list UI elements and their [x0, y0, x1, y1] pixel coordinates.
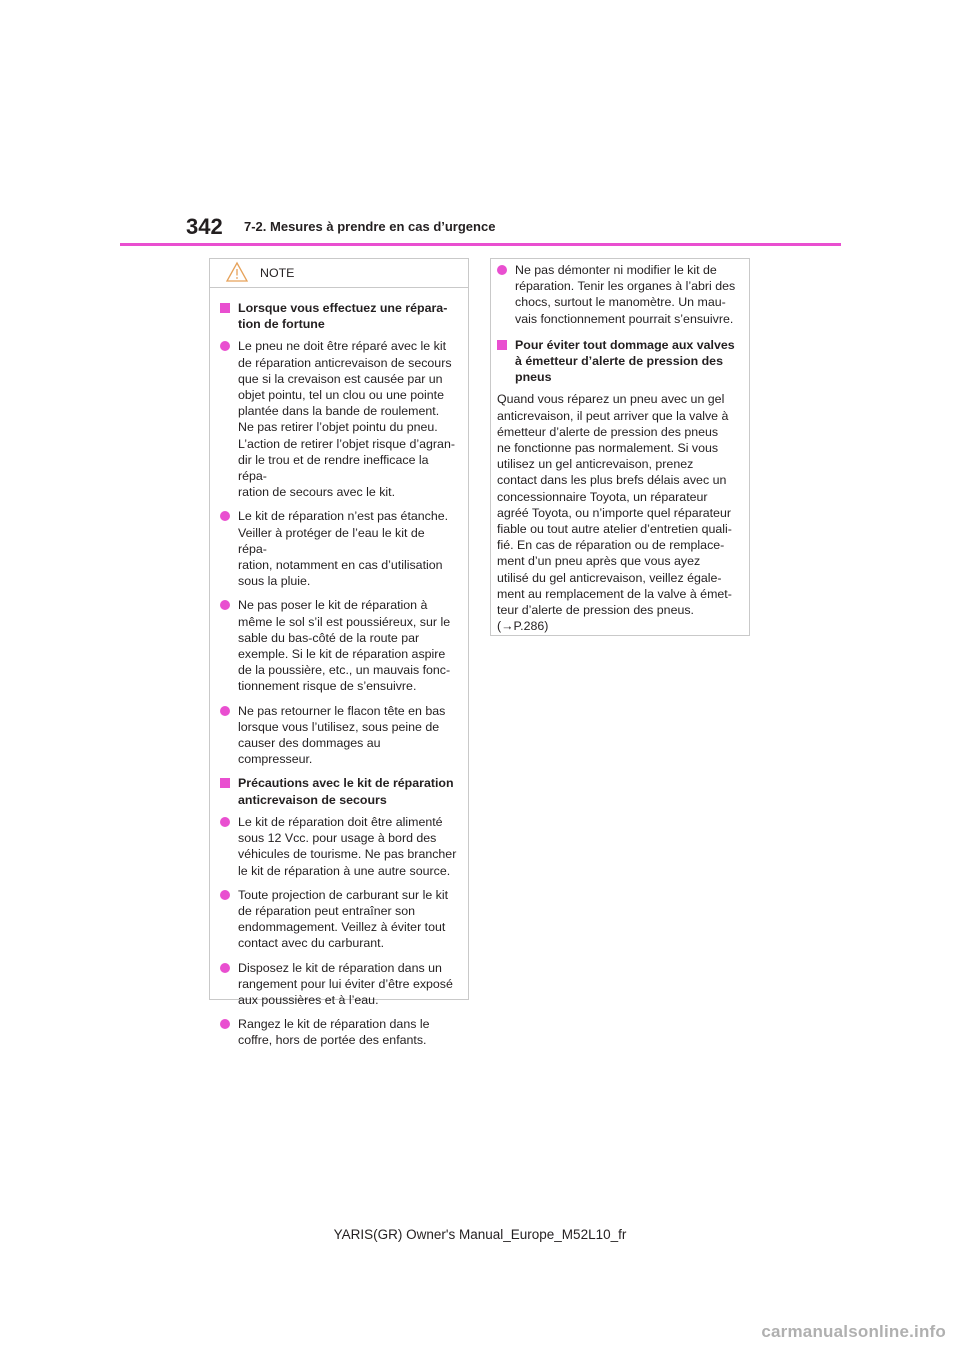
sub-heading-precautions	[220, 775, 457, 807]
list-item-text: Toute projection de carburant sur le kit de réparation peut entraîner son endommagement. Veillez à éviter tout contact avec du carburant.	[238, 887, 449, 951]
bullet-dot-icon	[220, 341, 230, 351]
sub-heading-tpms-valves	[497, 337, 738, 386]
footer-manual-id: YARIS(GR) Owner's Manual_Europe_M52L10_fr	[333, 1227, 627, 1242]
list-item	[220, 338, 457, 500]
bullet-dot-icon	[220, 600, 230, 610]
bullet-dot-icon	[220, 817, 230, 827]
list-item-text: Ne pas retourner le flacon tête en bas lorsque vous l’utilisez, sous peine de causer des dommages au compresseur.	[238, 703, 446, 767]
list-item-text: Le pneu ne doit être réparé avec le kit de réparation anticrevaison de secours que si la crevaison est causée par un objet pointu, tel un clou ou une pointe plantée dans la bande de roulement. Ne pas retirer l’objet pointu du pneu. L’action de retirer l’objet risque d’agran- dir le trou et de rendre inefficace la répa- ration de secours avec le kit.	[238, 339, 455, 500]
list-item	[220, 703, 457, 768]
sub-heading-text: Pour éviter tout dommage aux valves à émetteur d’alerte de pression des pneus	[515, 337, 735, 385]
list-item	[220, 508, 457, 589]
bullet-dot-icon	[220, 963, 230, 973]
list-item-text: Ne pas démonter ni modifier le kit de réparation. Tenir les organes à l’abri des chocs, surtout le manomètre. Un mau- vais fonctionnement pourrait s’ensuivre.	[515, 263, 736, 326]
list-item	[220, 887, 457, 952]
header-rule	[120, 243, 841, 246]
bullet-dot-icon	[220, 511, 230, 521]
list-item	[220, 597, 457, 694]
page-number: 342	[186, 214, 223, 239]
bullet-dot-icon	[220, 890, 230, 900]
list-item	[220, 814, 457, 879]
list-item-text: Disposez le kit de réparation dans un rangement pour lui éviter d’être exposé aux poussières et à l’eau.	[238, 960, 453, 1007]
list-item-text: Ne pas poser le kit de réparation à même le sol s’il est poussiéreux, sur le sable du bas-côté de la route par exemple. Si le kit de réparation aspire de la poussière, etc., un mauvais fonc- tionnement risque de s’ensuivre.	[238, 598, 451, 694]
warning-triangle-icon	[225, 261, 249, 287]
list-item-text: Rangez le kit de réparation dans le coffre, hors de portée des enfants.	[238, 1017, 430, 1048]
sub-heading-temporary-repair	[220, 300, 457, 332]
bullet-dot-icon	[497, 265, 507, 275]
tpms-paragraph: Quand vous réparez un pneu avec un gel anticrevaison, il peut arriver que la valve à émetteur d’alerte de pression des pneus ne fonctionne pas normalement. Si vous utilisez un gel anticrevaison, prenez contact dans les plus brefs délais avec un concessionnaire Toyota, un réparateur agréé Toyota, ou n’importe quel réparateur fiable ou tout autre atelier d’entretien quali- fié. En cas de réparation ou de remplace- ment d’un pneu après que vous ayez utilisé du gel anticrevaison, veillez égale- ment au remplacement de la valve à émet- teur d’alerte de pression des pneus. (→P.286)	[497, 392, 732, 634]
square-bullet-icon	[220, 303, 230, 313]
square-bullet-icon	[220, 778, 230, 788]
section-title: 7-2. Mesures à prendre en cas d’urgence	[244, 219, 496, 234]
square-bullet-icon	[497, 340, 507, 350]
note-label: NOTE	[260, 266, 295, 280]
list-item	[220, 960, 457, 1009]
note-box	[209, 258, 469, 1048]
bullet-dot-icon	[220, 706, 230, 716]
note-box-continued	[490, 258, 750, 636]
sub-heading-text: Précautions avec le kit de réparation anticrevaison de secours	[238, 776, 454, 807]
sub-heading-text: Lorsque vous effectuez une répara- tion de fortune	[238, 301, 448, 332]
bullet-dot-icon	[220, 1019, 230, 1029]
list-item-text: Le kit de réparation doit être alimenté sous 12 Vcc. pour usage à bord des véhicules de tourisme. Ne pas brancher le kit de réparation à une autre source.	[238, 814, 457, 878]
list-item-text: Le kit de réparation n’est pas étanche. Veiller à protéger de l’eau le kit de répa- ration, notamment en cas d’utilisation sous la pluie.	[238, 509, 449, 589]
note-header	[210, 259, 468, 288]
list-item	[497, 262, 738, 327]
watermark: carmanualsonline.info	[761, 1322, 946, 1341]
list-item	[220, 1016, 457, 1048]
